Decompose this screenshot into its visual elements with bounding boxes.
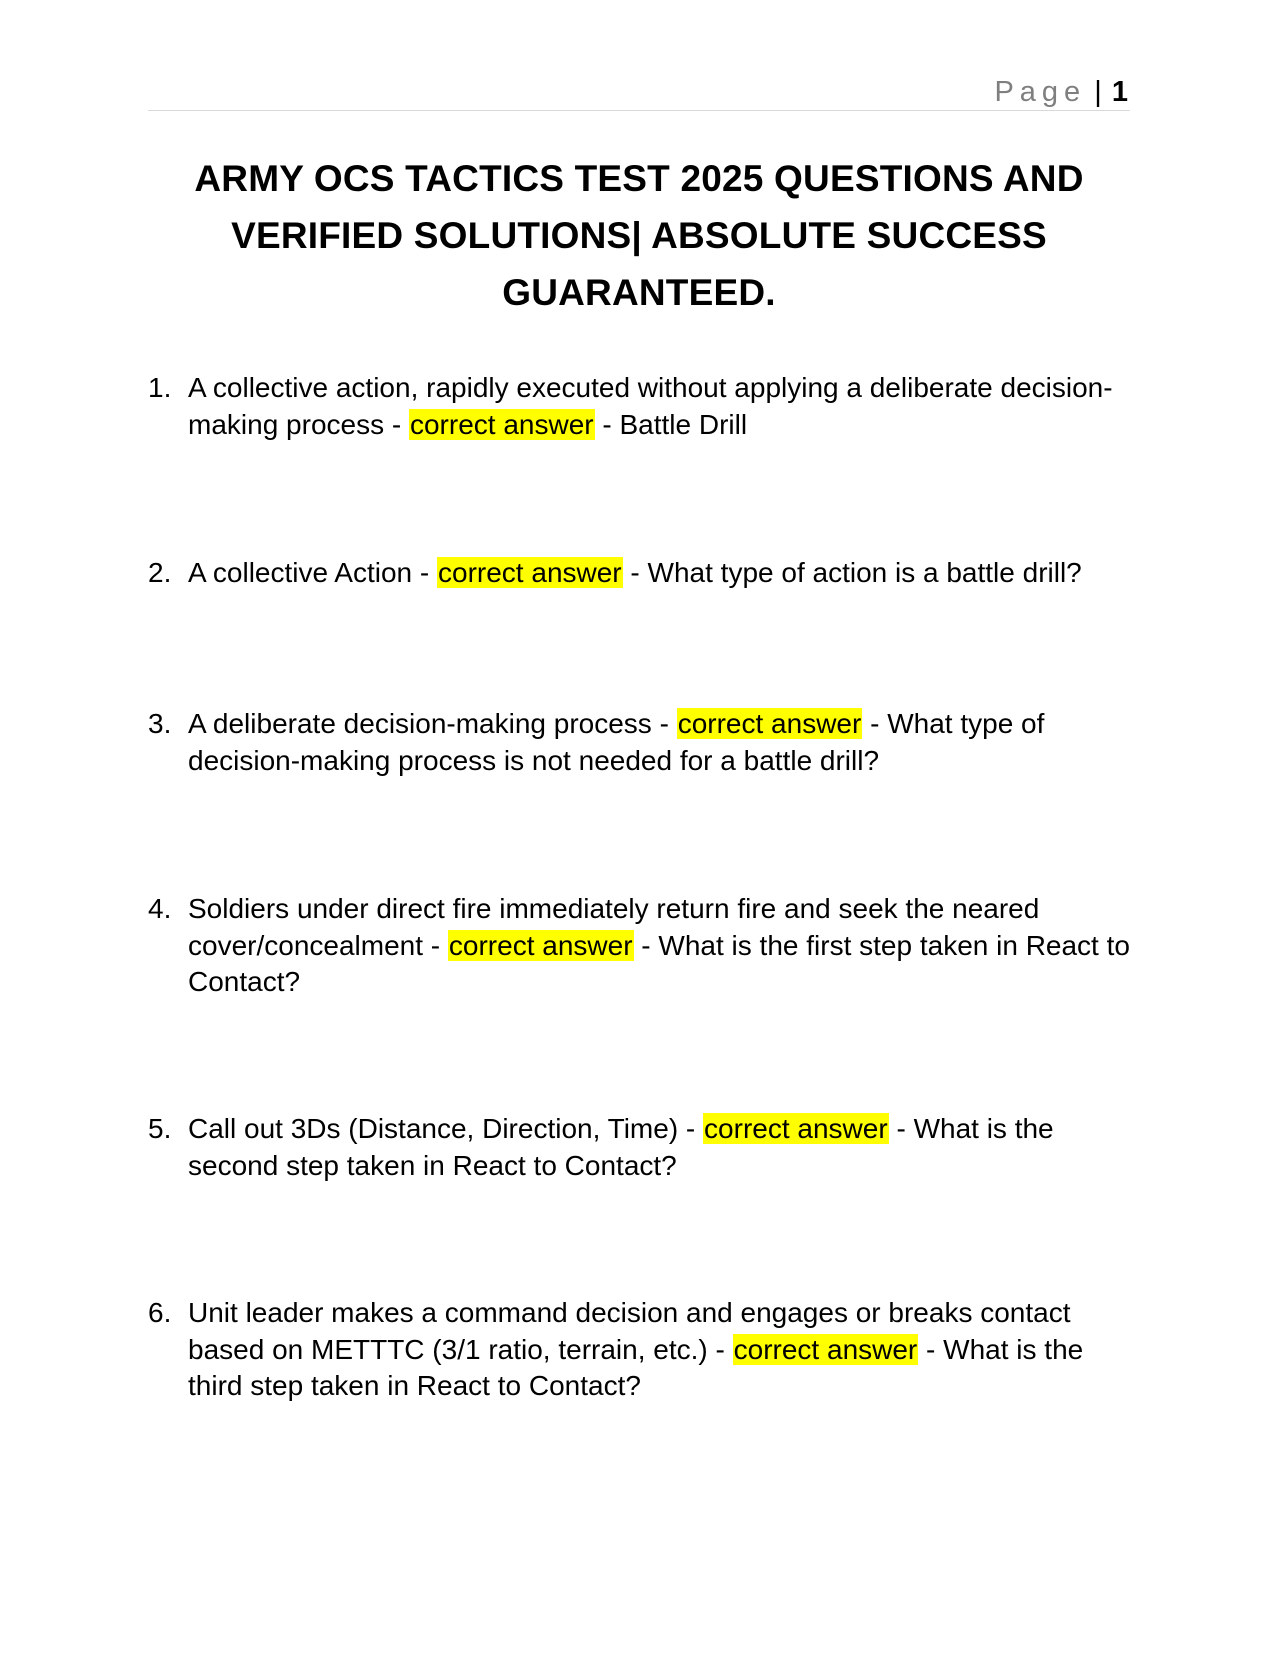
separator-text: - xyxy=(622,557,648,588)
item-answer: Soldiers under direct fire immediately return fire and seek the neared cover/concealment xyxy=(188,893,1040,961)
item-number: 5. xyxy=(148,1113,172,1144)
page-separator: | xyxy=(1094,76,1102,108)
separator-text: - xyxy=(423,929,448,961)
page-number-label xyxy=(994,76,1128,109)
correct-answer-highlight: correct answer xyxy=(448,929,633,961)
document-title: ARMY OCS TACTICS TEST 2025 QUESTIONS AND VERIFIED SOLUTIONS| ABSOLUTE SUCCESS GUARANTEED. xyxy=(194,158,1084,313)
qa-item-1 xyxy=(148,370,1130,443)
separator-text: - xyxy=(384,408,409,440)
separator-text: - xyxy=(651,708,677,739)
qa-item-3 xyxy=(148,706,1130,779)
item-question: What type of decision-making process is not needed for a battle drill? xyxy=(188,708,1045,776)
separator-text: - xyxy=(888,1113,914,1144)
item-answer: A deliberate decision-making process xyxy=(188,708,652,739)
item-number: 3. xyxy=(148,708,172,739)
item-question: What is the third step taken in React to Contact? xyxy=(188,1333,1084,1401)
item-question: What type of action is a battle drill? xyxy=(647,557,1082,588)
page-number: 1 xyxy=(1111,76,1128,108)
item-question: What is the second step taken in React to Contact? xyxy=(188,1113,1054,1181)
item-answer: A collective action, rapidly executed without applying a deliberate decision-making process xyxy=(188,372,1113,440)
item-answer: A collective Action xyxy=(188,557,413,588)
item-answer: Call out 3Ds (Distance, Direction, Time) xyxy=(188,1113,679,1144)
separator-text: - xyxy=(707,1333,733,1365)
correct-answer-highlight: correct answer xyxy=(438,557,622,588)
separator-text: - xyxy=(918,1333,944,1365)
qa-item-4 xyxy=(148,891,1130,1001)
qa-item-6 xyxy=(148,1295,1130,1405)
item-number: 6. xyxy=(148,1297,172,1328)
item-number: 1. xyxy=(148,372,172,403)
item-number: 2. xyxy=(148,557,172,588)
page-word: Page xyxy=(994,76,1087,108)
item-text xyxy=(188,555,1130,592)
separator-text: - xyxy=(633,929,659,961)
page-header xyxy=(148,70,1130,111)
item-text xyxy=(188,706,1130,779)
separator-text: - xyxy=(594,408,620,440)
separator-text: - xyxy=(412,557,438,588)
item-text xyxy=(188,891,1130,1001)
item-text xyxy=(188,370,1130,443)
item-text xyxy=(188,1295,1130,1405)
separator-text: - xyxy=(678,1113,704,1144)
correct-answer-highlight: correct answer xyxy=(733,1333,918,1365)
qa-item-2 xyxy=(148,555,1130,592)
correct-answer-highlight: correct answer xyxy=(677,708,862,739)
item-text xyxy=(188,1111,1130,1184)
qa-item-5 xyxy=(148,1111,1130,1184)
item-number: 4. xyxy=(148,893,172,924)
separator-text: - xyxy=(862,708,888,739)
item-answer: Unit leader makes a command decision and engages or breaks contact based on METTTC (3/1 ratio, terrain, etc.) xyxy=(188,1297,1071,1365)
correct-answer-highlight: correct answer xyxy=(409,408,594,440)
item-question: Battle Drill xyxy=(619,408,748,440)
item-question: What is the first step taken in React to Contact? xyxy=(188,929,1130,997)
correct-answer-highlight: correct answer xyxy=(704,1113,888,1144)
